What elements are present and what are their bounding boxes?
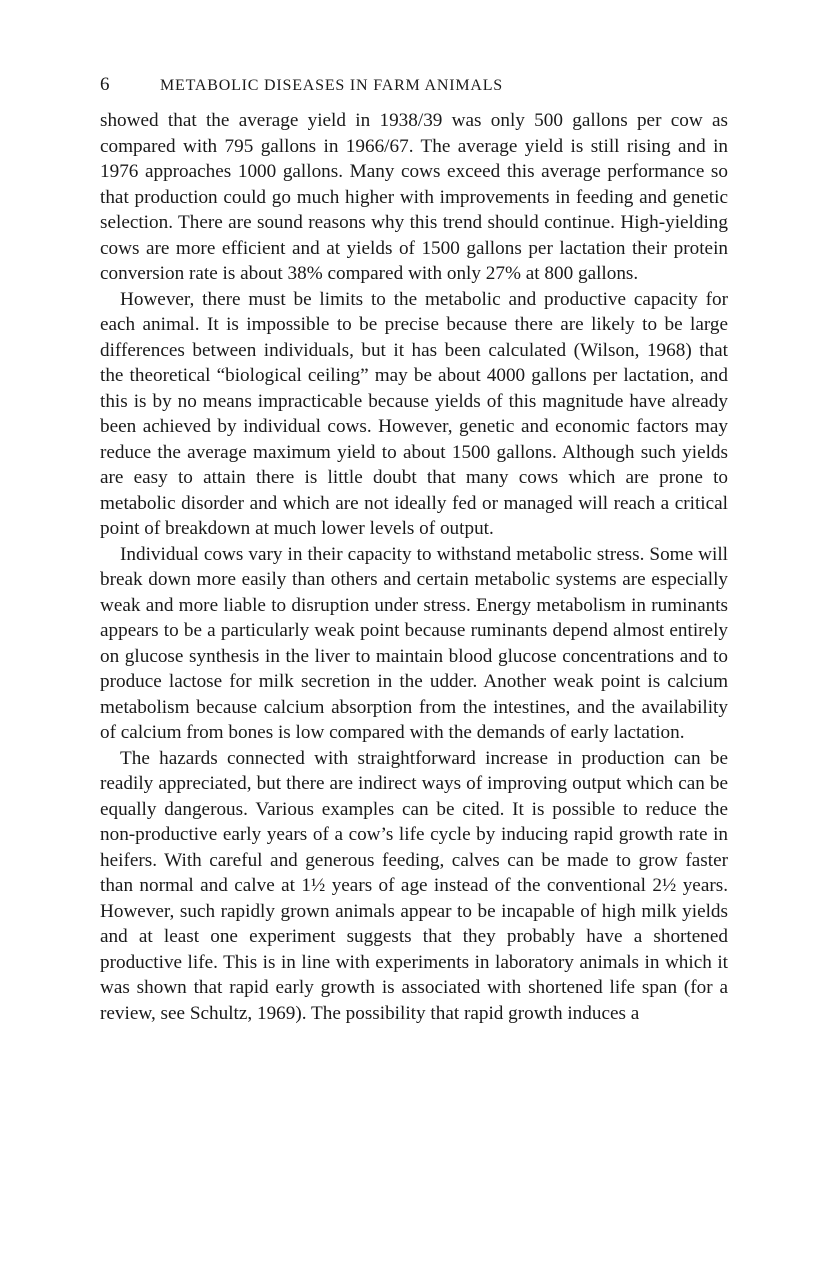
page-number: 6 [100,74,110,95]
paragraph-2: However, there must be limits to the metabolic and productive capacity for each animal. It is impossible to be precise because there are likely to be large differences between individuals, but it has been calculated (Wilson, 1968) that the theoretical “biological ceiling” may be about 4000 gallons per lactation, and this is by no means impracticable because yields of this magnitude have already been achieved by individual cows. However, genetic and economic factors may reduce the average maximum yield to about 1500 gallons. Although such yields are easy to attain there is little doubt that many cows which are prone to metabolic disorder and which are not ideally fed or managed will reach a critical point of breakdown at much lower levels of output. [100,288,728,539]
paragraph-3: Individual cows vary in their capacity to withstand metabolic stress. Some will break down more easily than others and certain metabolic systems are especially weak and more liable to disruption under stress. Energy metabolism in ruminants appears to be a particularly weak point because ruminants depend almost entirely on glucose synthesis in the liver to maintain blood glucose concentrations and to produce lactose for milk secretion in the udder. Another weak point is calcium metabolism because calcium absorption from the intestines, and the availability of calcium from bones is low compared with the demands of early lactation. [100,543,728,743]
paragraph-4: The hazards connected with straightforward increase in production can be readily appreciated, but there are indirect ways of improving output which can be equally dangerous. Various examples can be cited. It is possible to reduce the non-productive early years of a cow’s life cycle by inducing rapid growth rate in heifers. With careful and generous feeding, calves can be made to grow faster than normal and calve at 1½ years of age instead of the conventional 2½ years. However, such rapidly grown animals appear to be incapable of high milk yields and at least one experiment suggests that they probably have a shortened productive life. This is in line with experiments in laboratory animals in which it was shown that rapid early growth is associated with shortened life span (for a review, see Schultz, 1969). The possibility that rapid growth induces a [100,747,728,1024]
page-header [100,74,740,96]
body-text [100,108,728,1026]
running-title: METABOLIC DISEASES IN FARM ANIMALS [160,77,503,94]
paragraph-1: showed that the average yield in 1938/39 was only 500 gallons per cow as compared with 795 gallons in 1966/67. The average yield is still rising and in 1976 approaches 1000 gallons. Many cows exceed this average performance so that production could go much higher with improvements in feeding and genetic selection. There are sound reasons why this trend should continue. High-yielding cows are more efficient and at yields of 1500 gallons per lactation their protein conversion rate is about 38% compared with only 27% at 800 gallons. [100,110,728,284]
